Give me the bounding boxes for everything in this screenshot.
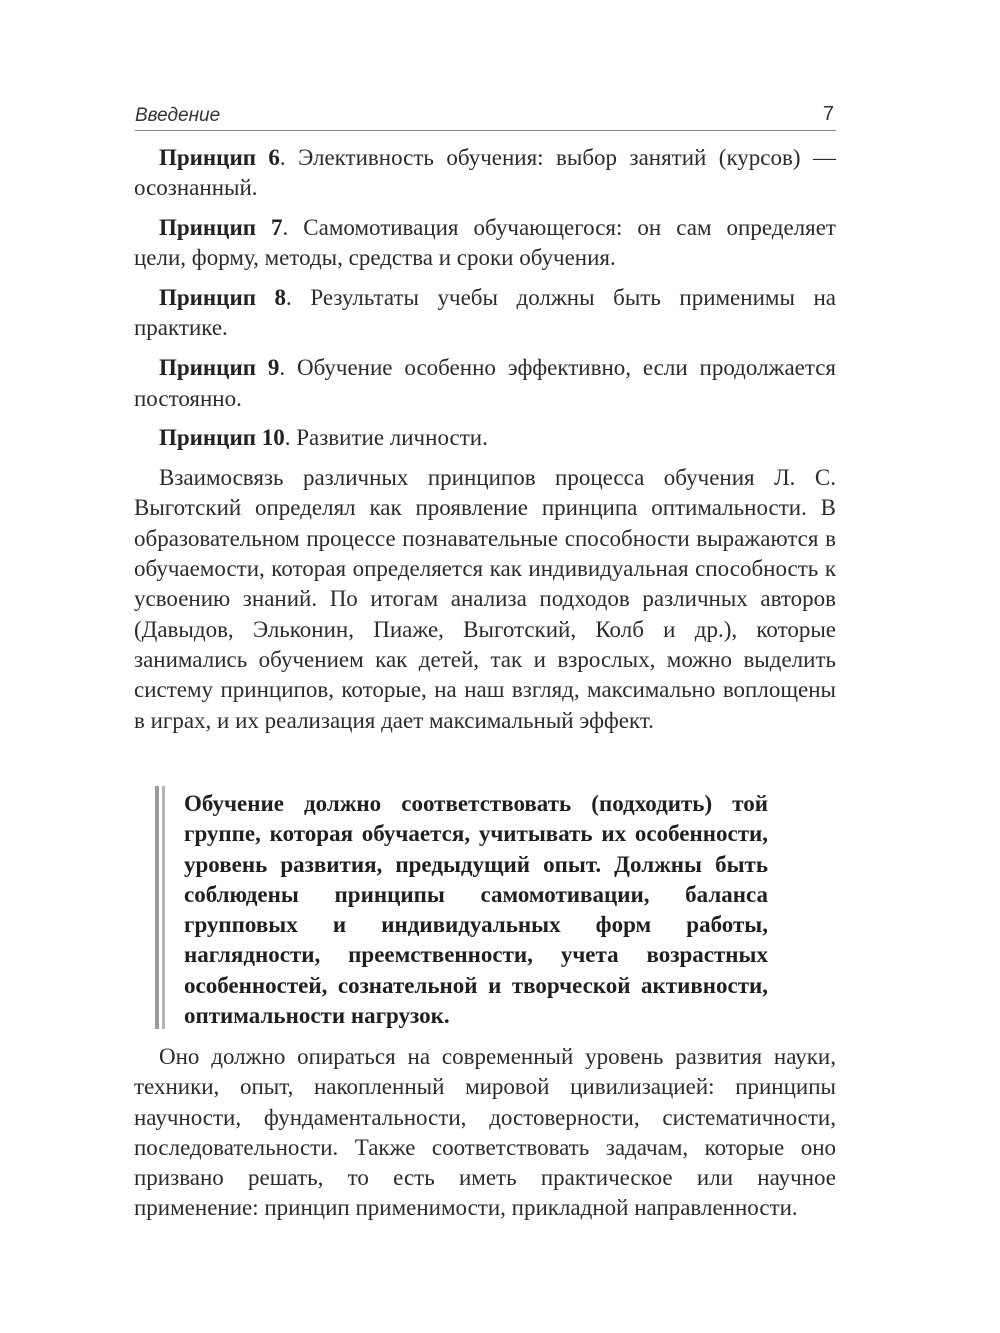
principle-label: Принцип 7	[159, 215, 283, 241]
principle-text: . Результаты учебы должны быть применимы на практике.	[134, 285, 836, 341]
principle-6	[134, 143, 836, 204]
principle-8	[134, 283, 836, 344]
running-head	[135, 101, 836, 131]
principle-label: Принцип 9	[159, 355, 280, 381]
callout-bar-inner	[162, 786, 165, 1029]
principle-text: . Развитие личности.	[284, 425, 488, 451]
callout-text: Обучение должно соответствовать (подходить) той группе, которая обучается, учитывать их особенности, уровень развития, предыдущий опыт. Должны быть соблюдены принципы самомотивации, баланса групповых и индивидуальных форм работы, наглядности, преемственности, учета возрастных особенностей, сознательной и творческой активности, оптимальности нагрузок.	[184, 791, 768, 1029]
principle-7	[134, 213, 836, 274]
upper-text	[134, 143, 836, 745]
principle-label: Принцип 10	[159, 425, 285, 451]
principle-label: Принцип 8	[159, 285, 287, 311]
principle-9	[134, 353, 836, 414]
header-rule	[135, 130, 836, 131]
callout-bar	[155, 786, 159, 1029]
body-paragraph-final: Оно должно опираться на современный уровень развития науки, техники, опыт, накопленный мировой цивилизацией: принципы научности, фундаментальности, достоверности, систематичности, последовательности. Также соответствовать задачам, которые оно призвано решать, то есть иметь практическое или научное применение: принцип применимости, прикладной направленности.	[134, 1044, 836, 1221]
principle-text: . Элективность обучения: выбор занятий (курсов) — осознанный.	[134, 145, 836, 201]
section-title: Введение	[135, 105, 221, 126]
principle-text: . Обучение особенно эффективно, если продолжается постоянно.	[134, 355, 836, 411]
principle-10	[134, 423, 836, 453]
principle-text: . Самомотивация обучающегося: он сам определяет цели, форму, методы, средства и сроки обучения.	[134, 215, 836, 271]
callout-block	[155, 786, 795, 1029]
principle-label: Принцип 6	[159, 145, 280, 170]
body-paragraph-main: Взаимосвязь различных принципов процесса обучения Л. С. Выготский определял как проявление принципа оптимальности. В образовательном процессе познавательные способности выражаются в обучаемости, которая определяется как индивидуальная способность к усвоению знаний. По итогам анализа подходов различных авторов (Давыдов, Эльконин, Пиаже, Выготский, Колб и др.), которые занимались обучением как детей, так и взрослых, можно выделить систему принципов, которые, на наш взгляд, максимально воплощены в играх, и их реализация дает максимальный эффект.	[134, 465, 836, 733]
lower-text	[134, 1042, 836, 1233]
page-number: 7	[822, 103, 834, 125]
